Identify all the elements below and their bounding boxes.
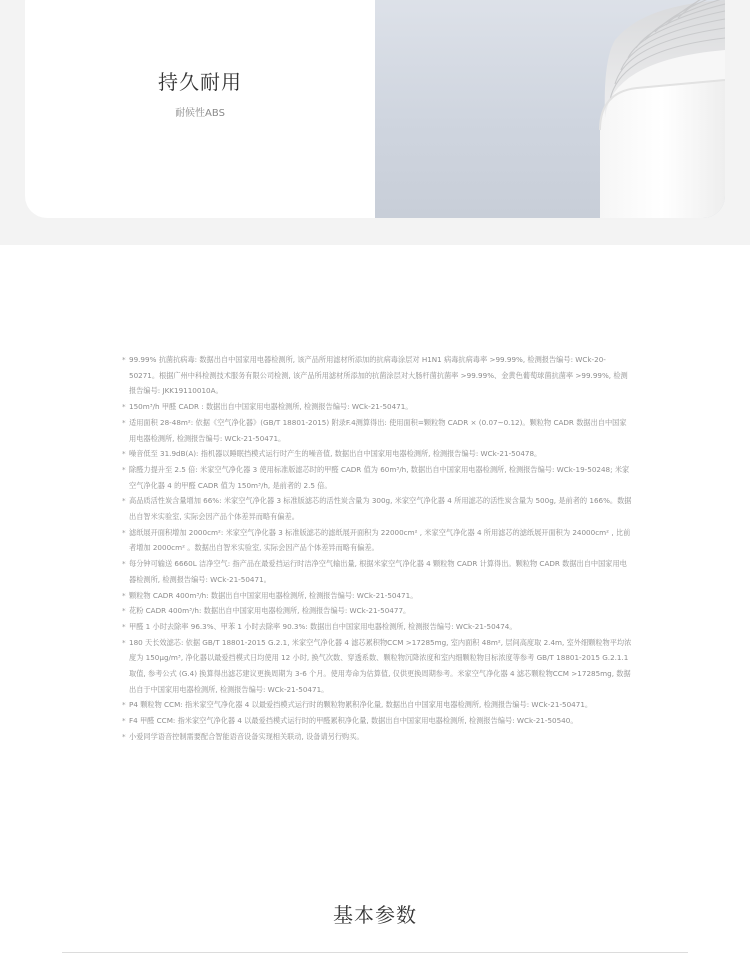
footnote-item: * 花粉 CADR 400m³/h: 数据出自中国家用电器检测所, 检测报告编号: WCk-21-50477。 <box>122 603 632 619</box>
footnote-item: * 颗粒物 CADR 400m³/h: 数据出自中国家用电器检测所, 检测报告编号: WCk-21-50471。 <box>122 588 632 604</box>
params-heading: 基本参数 <box>333 903 417 927</box>
feature-subtitle: 耐候性ABS <box>175 108 225 119</box>
feature-text-block <box>25 0 375 218</box>
footnote-item: * 150m³/h 甲醛 CADR : 数据出自中国家用电器检测所, 检测报告编号: WCk-21-50471。 <box>122 399 632 415</box>
params-divider <box>62 952 688 953</box>
footnote-item: * 高品质活性炭含量增加 66%: 米家空气净化器 3 标准版滤芯的活性炭含量为 300g, 米家空气净化器 4 所用滤芯的活性炭含量为 500g, 是前者的 166%。数据出自智米实验室, 实际会因产品个体差异而略有偏差。 <box>122 493 632 524</box>
purifier-top-illustration <box>375 0 725 218</box>
footnotes-list <box>122 352 632 745</box>
footnote-item: * F4 甲醛 CCM: 指米家空气净化器 4 以最爱挡模式运行时的甲醛累积净化量, 数据出自中国家用电器检测所, 检测报告编号: WCk-21-50540。 <box>122 713 632 729</box>
footnote-item: * 甲醛 1 小时去除率 96.3%、甲苯 1 小时去除率 90.3%: 数据出自中国家用电器检测所, 检测报告编号: WCk-21-50474。 <box>122 619 632 635</box>
footnote-item: * 除醛力提升至 2.5 倍: 米家空气净化器 3 使用标准版滤芯时的甲醛 CADR 值为 60m³/h, 数据出自中国家用电器检测所, 检测报告编号: WCk-19-50248; 米家空气净化器 4 的甲醛 CADR 值为 150m³/h, 是前者的 2.5 倍。 <box>122 462 632 493</box>
footnote-item: * P4 颗粒物 CCM: 指米家空气净化器 4 以最爱挡模式运行时的颗粒物累积净化量, 数据出自中国家用电器检测所, 检测报告编号: WCk-21-50471。 <box>122 697 632 713</box>
footnote-item: * 180 天长效滤芯: 依据 GB/T 18801-2015 G.2.1, 米家空气净化器 4 滤芯累积物CCM >17285mg, 室内面积 48m², 层间高度取 2.4m, 室外细颗粒物平均浓度为 150μg/m³, 净化器以最爱挡模式日均使用 12 小时, 换气次数、穿透系数、颗粒物沉降浓度和室内细颗粒物目标浓度等参考 GB/T 18801-2015 G.2.1.1 取值, 参考公式 (G.4) 换算得出滤芯建议更换周期为 3-6 个月。使用寿命为估算值, 仅供更换周期参考。米家空气净化器 4 滤芯颗粒物CCM >17285mg, 数据出自于中国家用电器检测所, 检测报告编号: WCk-21-50471。 <box>122 635 632 698</box>
footnote-item: * 噪音低至 31.9dB(A): 指机器以睡眠挡模式运行时产生的噪音值, 数据出自中国家用电器检测所, 检测报告编号: WCk-21-50478。 <box>122 446 632 462</box>
footnote-item: * 每分钟可输送 6660L 洁净空气: 指产品在最爱挡运行时洁净空气输出量, 根据米家空气净化器 4 颗粒物 CADR 计算得出。颗粒物 CADR 数据出自中国家用电器检测所, 检测报告编号: WCk-21-50471。 <box>122 556 632 587</box>
feature-title: 持久耐用 <box>158 70 242 94</box>
feature-card <box>25 0 725 218</box>
footnote-item: * 滤纸展开面积增加 2000cm²: 米家空气净化器 3 标准版滤芯的滤纸展开面积为 22000cm² , 米家空气净化器 4 所用滤芯的滤纸展开面积为 24000cm² , 比前者增加 2000cm² 。数据出自智米实验室, 实际会因产品个体差异而略有偏差。 <box>122 525 632 556</box>
footnote-item: * 适用面积 28-48m²: 依据《空气净化器》(GB/T 18801-2015) 附录F.4测算得出: 使用面积=颗粒物 CADR × (0.07~0.12)。颗粒物 CADR 数据出自中国家用电器检测所, 检测报告编号: WCk-21-50471。 <box>122 415 632 446</box>
purifier-product-image <box>375 0 725 218</box>
footnote-item: * 小爱同学语音控制需要配合智能语音设备实现相关联动, 设备请另行购买。 <box>122 729 632 745</box>
footnote-item: * 99.99% 抗菌抗病毒: 数据出自中国家用电器检测所, 该产品所用滤材所添加的抗病毒涂层对 H1N1 病毒抗病毒率 >99.99%, 检测报告编号: WCk-20-50271。根据广州中科检测技术服务有限公司检测, 该产品所用滤材所添加的抗菌涂层对大肠杆菌抗菌率 >99.99%、金黄色葡萄球菌抗菌率 >99.99%, 检测报告编号: JKK19110010A。 <box>122 352 632 399</box>
